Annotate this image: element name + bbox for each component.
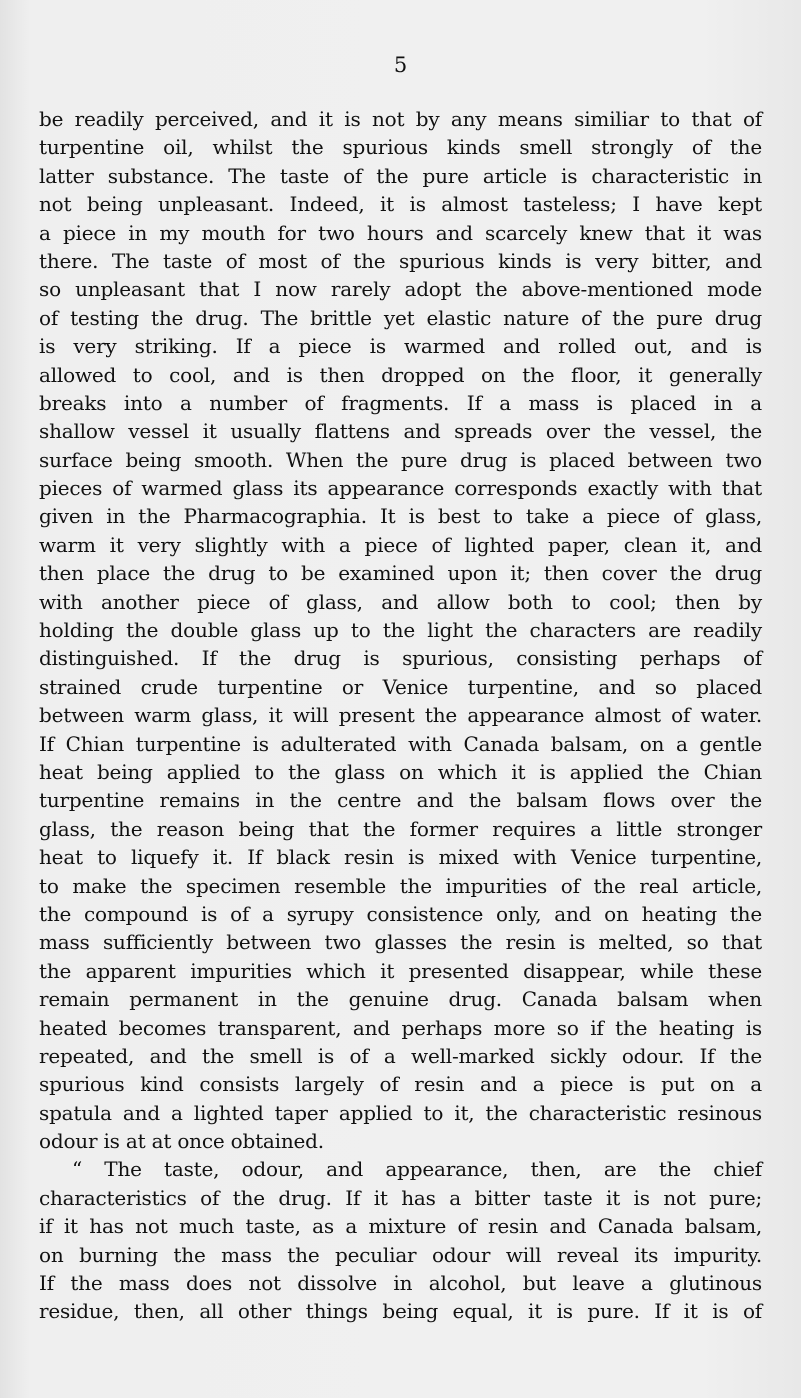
- body-text: [39, 105, 762, 1326]
- text-line: glass, the reason being that the former requires a little stronger: [39, 816, 762, 841]
- text-line: between warm glass, it will present the appearance almost of water.: [39, 703, 762, 728]
- text-line: strained crude turpentine or Venice turpentine, and so placed: [39, 674, 762, 699]
- text-line: there. The taste of most of the spurious kinds is very bitter, and: [39, 248, 762, 273]
- text-line: spurious kind consists largely of resin and a piece is put on a: [39, 1072, 762, 1097]
- text-line: pieces of warmed glass its appearance corresponds exactly with that: [39, 476, 762, 501]
- text-line: “ The taste, odour, and appearance, then, are the chief: [72, 1157, 762, 1182]
- text-line: heat to liquefy it. If black resin is mixed with Venice turpentine,: [39, 845, 762, 870]
- text-line: of testing the drug. The brittle yet elastic nature of the pure drug: [39, 305, 762, 330]
- text-line: be readily perceived, and it is not by any means similiar to that of: [39, 107, 762, 131]
- text-line: turpentine remains in the centre and the balsam flows over the: [39, 788, 762, 813]
- text-line: holding the double glass up to the light the characters are readily: [39, 618, 762, 643]
- text-line: not being unpleasant. Indeed, it is almost tasteless; I have kept: [39, 192, 762, 217]
- text-line: characteristics of the drug. If it has a bitter taste it is not pure;: [39, 1185, 762, 1210]
- text-line: distinguished. If the drug is spurious, consisting perhaps of: [39, 646, 762, 671]
- text-line: mass sufficiently between two glasses the resin is melted, so that: [39, 930, 762, 955]
- text-line: heated becomes transparent, and perhaps more so if the heating is: [39, 1015, 762, 1040]
- text-line: with another piece of glass, and allow both to cool; then by: [39, 589, 762, 614]
- text-line: if it has not much taste, as a mixture of resin and Canada balsam,: [39, 1214, 762, 1239]
- text-line: If Chian turpentine is adulterated with Canada balsam, on a gentle: [39, 731, 762, 756]
- text-line: the compound is of a syrupy consistence only, and on heating the: [39, 901, 762, 926]
- text-line: a piece in my mouth for two hours and scarcely knew that it was: [39, 220, 762, 245]
- text-line: spatula and a lighted taper applied to it, the characteristic resinous: [39, 1100, 762, 1125]
- page-number: 5: [393, 53, 408, 77]
- text-line: heat being applied to the glass on which it is applied the Chian: [39, 759, 762, 784]
- text-line: shallow vessel it usually flattens and spreads over the vessel, the: [39, 419, 762, 444]
- text-line: repeated, and the smell is of a well-marked sickly odour. If the: [39, 1043, 762, 1068]
- text-line: remain permanent in the genuine drug. Canada balsam when: [39, 987, 762, 1012]
- text-line: allowed to cool, and is then dropped on the floor, it generally: [39, 362, 762, 387]
- text-line: latter substance. The taste of the pure article is characteristic in: [39, 163, 762, 188]
- text-line: is very striking. If a piece is warmed and rolled out, and is: [39, 334, 762, 359]
- text-line: surface being smooth. When the pure drug is placed between two: [39, 447, 762, 472]
- text-line: the apparent impurities which it presented disappear, while these: [39, 958, 762, 983]
- text-line: breaks into a number of fragments. If a mass is placed in a: [39, 390, 762, 415]
- text-line: on burning the mass the peculiar odour will reveal its impurity.: [39, 1242, 762, 1267]
- text-line: turpentine oil, whilst the spurious kinds smell strongly of the: [39, 135, 762, 160]
- text-line: so unpleasant that I now rarely adopt the above-mentioned mode: [39, 277, 762, 302]
- text-line: If the mass does not dissolve in alcohol, but leave a glutinous: [39, 1271, 762, 1296]
- text-line: to make the specimen resemble the impurities of the real article,: [39, 873, 762, 898]
- text-line: residue, then, all other things being equal, it is pure. If it is of: [39, 1299, 762, 1324]
- text-line: odour is at at once obtained.: [39, 1129, 324, 1154]
- text-line: given in the Pharmacographia. It is best to take a piece of glass,: [39, 504, 762, 529]
- text-line: then place the drug to be examined upon it; then cover the drug: [39, 561, 762, 586]
- text-line: warm it very slightly with a piece of lighted paper, clean it, and: [39, 532, 762, 557]
